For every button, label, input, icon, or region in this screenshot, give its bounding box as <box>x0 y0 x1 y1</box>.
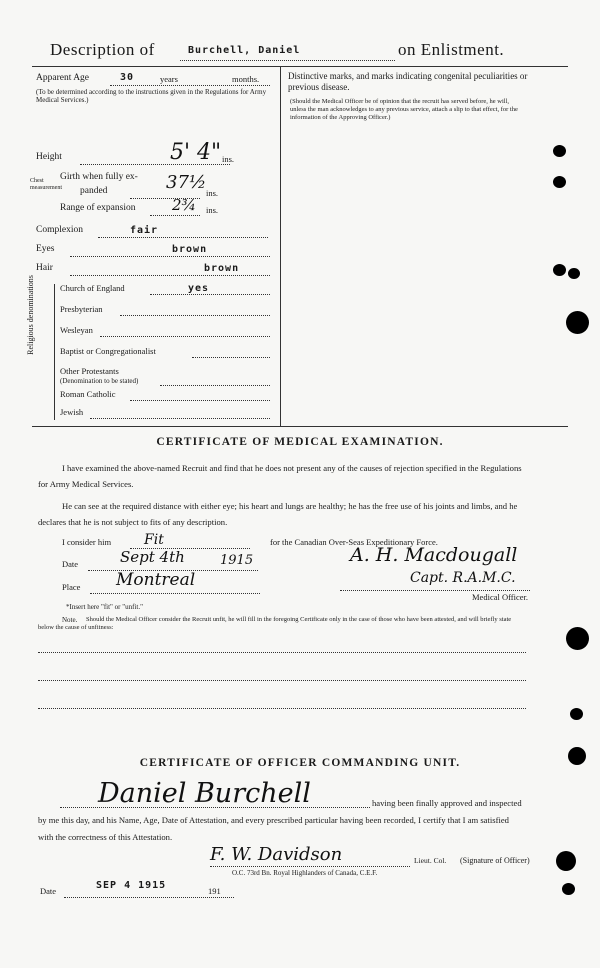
girth-value: 37½ <box>166 172 207 193</box>
complexion-line <box>98 237 268 238</box>
note-label: Note. <box>62 616 78 624</box>
unfit-line-1 <box>38 652 526 653</box>
header-name: Burchell, Daniel <box>188 45 301 56</box>
age-note: (To be determined according to the instructions given in the Regulations for Army Medical Services.) <box>36 88 267 104</box>
religion-line <box>90 418 270 419</box>
signature-label: (Signature of Officer) <box>460 856 530 865</box>
medical-officer-signature: A. H. Macdougall <box>350 544 518 566</box>
religion-brace <box>54 284 55 420</box>
religion-label: Religious denominations <box>26 275 35 355</box>
religion-item: (Denomination to be stated) <box>60 377 139 385</box>
commanding-signature-line <box>210 866 410 867</box>
religion-line <box>150 294 270 295</box>
religion-item: Roman Catholic <box>60 389 116 399</box>
eyes-value: brown <box>172 244 208 255</box>
header-prefix: Description of <box>50 40 155 59</box>
height-unit: ins. <box>222 154 235 164</box>
commanding-date-line <box>64 897 234 898</box>
age-value: 30 <box>120 72 135 83</box>
medical-officer-title: Medical Officer. <box>472 592 529 602</box>
note-text: Should the Medical Officer consider the Recruit unfit, he will fill in the foregoing Certificate only in the case of those who have been attested, and will briefly state below the cause of unfitness: <box>38 616 512 631</box>
hair-line <box>70 275 270 276</box>
religion-item: Other Protestants <box>60 366 119 376</box>
punch-hole <box>568 268 580 279</box>
frame-divider <box>280 66 281 426</box>
place-line <box>90 593 260 594</box>
commanding-officer-signature: F. W. Davidson <box>210 844 343 865</box>
commanding-para: having been finally approved and inspected by me this day, and his Name, Age, Date of Attestation, and every prescribed particular having been recorded, I certify that I am satisfied with the correctness of this Attestation. <box>38 798 522 842</box>
girth-label-2: panded <box>80 186 108 196</box>
place-value: Montreal <box>116 570 196 590</box>
commanding-heading: CERTIFICATE OF OFFICER COMMANDING UNIT. <box>139 757 461 769</box>
religion-line <box>100 336 270 337</box>
marks-note: (Should the Medical Officer be of opinion that the recruit has served before, he will, unless the man acknowledges to any previous service, attach a slip to that effect, for the information of the Approving Officer.) <box>290 98 518 121</box>
punch-hole <box>553 145 566 157</box>
marks-heading: Distinctive marks, and marks indicating congenital peculiarities or previous disease. <box>288 71 528 92</box>
unfit-line-3 <box>38 708 526 709</box>
chest-label: Chest measurement <box>30 178 62 191</box>
religion-line <box>130 400 270 401</box>
header-name-line <box>180 60 395 61</box>
expansion-value: 2¾ <box>172 196 197 214</box>
consider-suffix: for the Canadian Over-Seas Expeditionary Force. <box>270 537 438 547</box>
punch-hole <box>566 627 589 650</box>
complexion-label: Complexion <box>36 225 83 235</box>
girth-label-1: Girth when fully ex- <box>60 172 138 182</box>
insert-note: *Insert here "fit" or "unfit." <box>66 603 143 611</box>
fit-value: Fit <box>144 532 164 548</box>
recruit-signature: Daniel Burchell <box>98 778 311 809</box>
religion-line <box>120 315 270 316</box>
commanding-officer-rank: Lieut. Col. <box>414 856 447 865</box>
years-label: years <box>160 74 178 84</box>
unfit-line-2 <box>38 680 526 681</box>
expansion-line <box>150 215 200 216</box>
height-value: 5' 4" <box>170 140 222 165</box>
punch-hole <box>556 851 576 871</box>
commanding-date-label: Date <box>40 886 57 896</box>
girth-unit: ins. <box>206 188 219 198</box>
punch-hole <box>553 176 566 188</box>
header-suffix: on Enlistment. <box>398 40 505 59</box>
religion-item: Church of England <box>60 283 125 293</box>
medical-year: 1915 <box>220 553 254 568</box>
commanding-year-print: 191 <box>208 886 221 896</box>
punch-hole <box>568 747 586 765</box>
medical-date-label: Date <box>62 559 79 569</box>
commanding-date-stamp: SEP 4 1915 <box>96 880 167 891</box>
religion-item: Presbyterian <box>60 304 103 314</box>
religion-item: Jewish <box>60 407 84 417</box>
medical-date-value: Sept 4th <box>120 548 185 566</box>
place-label: Place <box>62 582 81 592</box>
religion-item: Wesleyan <box>60 325 93 335</box>
religion-item: Baptist or Congregationalist <box>60 346 156 356</box>
punch-hole <box>562 883 575 895</box>
frame-bottom <box>32 426 568 427</box>
eyes-line <box>70 256 270 257</box>
punch-hole <box>566 311 589 334</box>
consider-prefix: I consider him <box>62 537 112 547</box>
height-label: Height <box>36 152 62 162</box>
age-label: Apparent Age <box>36 73 90 83</box>
medical-para-2: He can see at the required distance with either eye; his heart and lungs are healthy; he has the free use of his joints and limbs, and he declares that he is not subject to fits of any description. <box>38 501 518 527</box>
religion-line <box>192 357 270 358</box>
medical-signature-line <box>340 590 530 591</box>
medical-para-1: I have examined the above-named Recruit and find that he does not present any of the causes of rejection specified in the Regulations for Army Medical Services. <box>38 463 522 489</box>
age-line <box>110 85 270 86</box>
months-label: months. <box>232 74 260 84</box>
hair-value: brown <box>204 263 240 274</box>
expansion-unit: ins. <box>206 205 219 215</box>
religion-line <box>160 385 270 386</box>
punch-hole <box>553 264 566 276</box>
punch-hole <box>570 708 583 720</box>
medical-officer-rank: Capt. R.A.M.C. <box>410 570 516 586</box>
eyes-label: Eyes <box>36 244 55 254</box>
expansion-label: Range of expansion <box>60 203 136 213</box>
frame-top <box>32 66 568 67</box>
religion-item-value: yes <box>188 283 210 294</box>
medical-heading: CERTIFICATE OF MEDICAL EXAMINATION. <box>156 436 444 448</box>
hair-label: Hair <box>36 263 53 273</box>
complexion-value: fair <box>130 225 159 236</box>
unit-text: O.C. 73rd Bn. Royal Highlanders of Canada, C.E.F. <box>232 869 378 877</box>
